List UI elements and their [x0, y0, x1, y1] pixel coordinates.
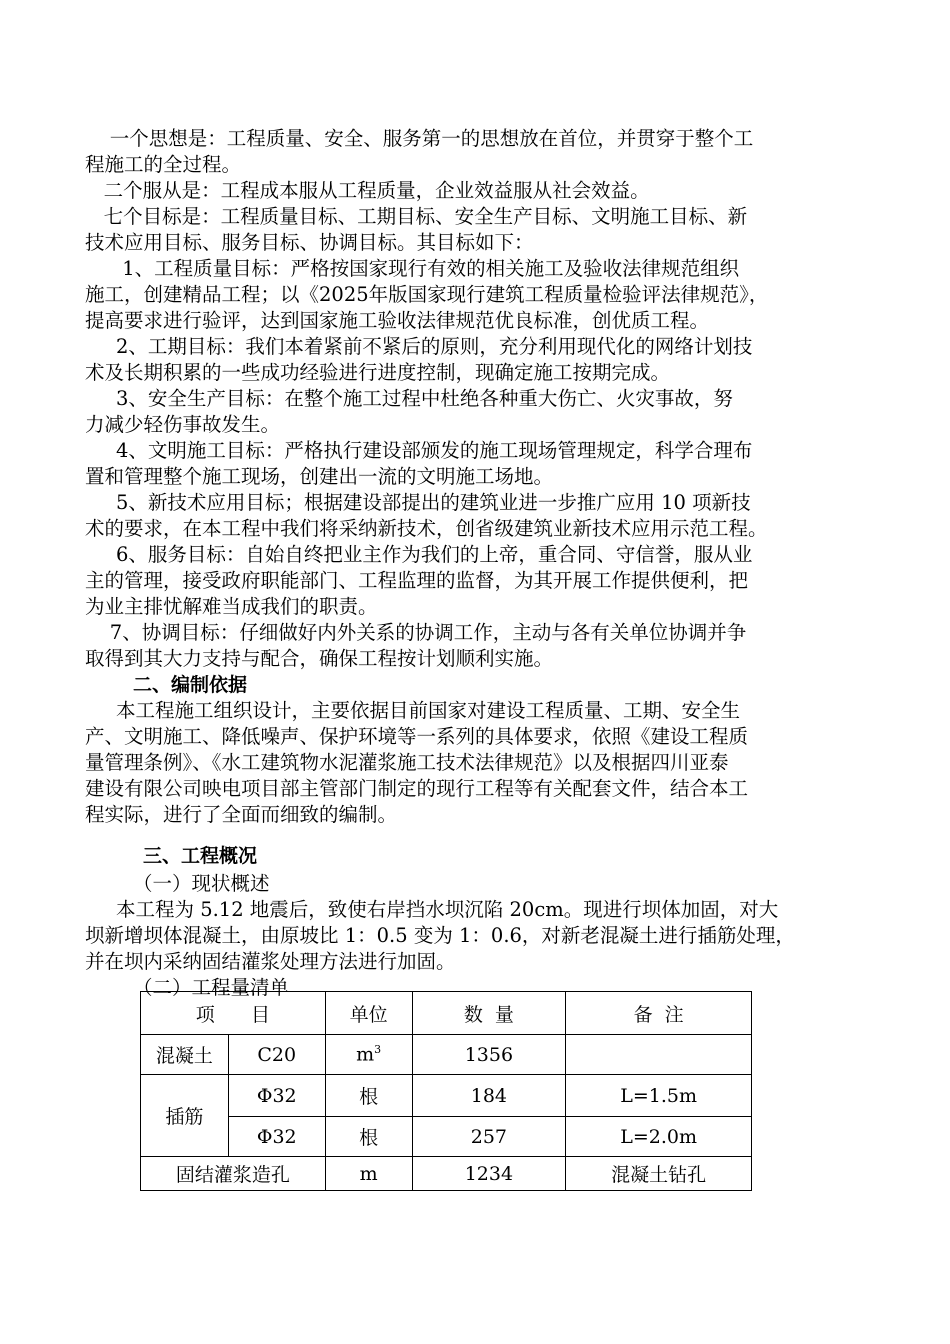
text-line: 3、安全生产目标：在整个施工过程中杜绝各种重大伤亡、火灾事故，努	[85, 387, 733, 410]
header-note: 备 注	[566, 992, 752, 1035]
cell-spec: C20	[228, 1035, 325, 1075]
text-line: 置和管理整个施工现场，创建出一流的文明施工场地。	[85, 465, 554, 488]
text-line: 为业主排忧解难当成我们的职责。	[85, 595, 378, 618]
text-line: 6、服务目标：自始自终把业主作为我们的上帝，重合同、守信誉，服从业	[85, 543, 753, 566]
cell-quantity: 184	[412, 1075, 566, 1117]
text-line: 取得到其大力支持与配合，确保工程按计划顺利实施。	[85, 647, 554, 670]
text-line: 七个目标是：工程质量目标、工期目标、安全生产目标、文明施工目标、新	[85, 205, 748, 228]
text-line: 7、协调目标：仔细做好内外关系的协调工作，主动与各有关单位协调并争	[85, 621, 747, 644]
text-line: 术及长期积累的一些成功经验进行进度控制，现确定施工按期完成。	[85, 361, 671, 384]
text-line: 并在坝内采纳固结灌浆处理方法进行加固。	[85, 950, 456, 973]
table-row	[141, 1075, 752, 1117]
text-line: 坝新增坝体混凝土，由原坡比 1：0.5 变为 1：0.6，对新老混凝土进行插筋处理，	[85, 924, 795, 947]
text-line: 程实际，进行了全面而细致的编制。	[85, 803, 398, 826]
cell-quantity: 1356	[412, 1035, 566, 1075]
text-line: 提高要求进行验评，达到国家施工验收法律规范优良标准，创优质工程。	[85, 309, 710, 332]
text-line: 技术应用目标、服务目标、协调目标。其目标如下：	[85, 231, 534, 254]
cell-quantity: 1234	[412, 1157, 566, 1191]
cell-item: 插筋	[141, 1075, 229, 1157]
text-line: 5、新技术应用目标；根据建设部提出的建筑业进一步推广应用 10 项新技	[85, 491, 751, 514]
cell-quantity: 257	[412, 1117, 566, 1157]
text-line: 术的要求，在本工程中我们将采纳新技术，创省级建筑业新技术应用示范工程。	[85, 517, 768, 540]
table-row	[141, 1157, 752, 1191]
cell-note	[566, 1035, 752, 1075]
text-line: 2、工期目标：我们本着紧前不紧后的原则，充分利用现代化的网络计划技	[85, 335, 753, 358]
header-item: 项 目	[141, 992, 326, 1035]
table-header-row	[141, 992, 752, 1035]
cell-spec: Φ32	[228, 1075, 325, 1117]
cell-unit: 根	[325, 1075, 412, 1117]
section-heading: 二、编制依据	[133, 674, 248, 696]
text-line: 二个服从是：工程成本服从工程质量，企业效益服从社会效益。	[85, 179, 650, 202]
text-line: 本工程为 5.12 地震后，致使右岸挡水坝沉陷 20cm。现进行坝体加固，对大	[85, 898, 779, 921]
text-line: 本工程施工组织设计，主要依据目前国家对建设工程质量、工期、安全生	[85, 699, 740, 722]
text-line: 施工，创建精品工程；以《2025年版国家现行建筑工程质量检验评法律规范》，	[85, 283, 769, 306]
text-line: 建设有限公司映电项目部主管部门制定的现行工程等有关配套文件，结合本工	[85, 777, 749, 800]
text-line: 程施工的全过程。	[85, 153, 242, 176]
unit-text: m	[356, 1043, 375, 1066]
cell-unit	[325, 1035, 412, 1075]
cell-note: L=1.5m	[566, 1075, 752, 1117]
cell-item: 混凝土	[141, 1035, 229, 1075]
cell-note: 混凝土钻孔	[566, 1157, 752, 1191]
cell-spec: Φ32	[228, 1117, 325, 1157]
unit-superscript: 3	[374, 1043, 382, 1057]
section-heading: 三、工程概况	[143, 845, 258, 867]
cell-unit: 根	[325, 1117, 412, 1157]
subsection-heading: （二）工程量清单	[133, 976, 290, 999]
cell-item: 固结灌浆造孔	[141, 1157, 326, 1191]
cell-note: L=2.0m	[566, 1117, 752, 1157]
subsection-heading: （一）现状概述	[133, 872, 270, 895]
text-line: 一个思想是：工程质量、安全、服务第一的思想放在首位，并贯穿于整个工	[85, 127, 754, 150]
text-line: 4、文明施工目标：严格执行建设部颁发的施工现场管理规定，科学合理布	[85, 439, 753, 462]
header-unit: 单位	[325, 992, 412, 1035]
cell-unit: m	[325, 1157, 412, 1191]
text-line: 量管理条例》、《水工建筑物水泥灌浆施工技术法律规范》以及根据四川亚泰	[85, 751, 729, 774]
text-line: 主的管理，接受政府职能部门、工程监理的监督，为其开展工作提供便利，把	[85, 569, 749, 592]
text-line: 1、工程质量目标：严格按国家现行有效的相关施工及验收法律规范组织	[85, 257, 740, 280]
header-quantity: 数 量	[412, 992, 566, 1035]
text-line: 力减少轻伤事故发生。	[85, 413, 281, 436]
table-row	[141, 1035, 752, 1075]
quantity-table	[140, 991, 752, 1191]
table-row	[141, 1117, 752, 1157]
text-line: 产、文明施工、降低噪声、保护环境等一系列的具体要求，依照《建设工程质	[85, 725, 749, 748]
